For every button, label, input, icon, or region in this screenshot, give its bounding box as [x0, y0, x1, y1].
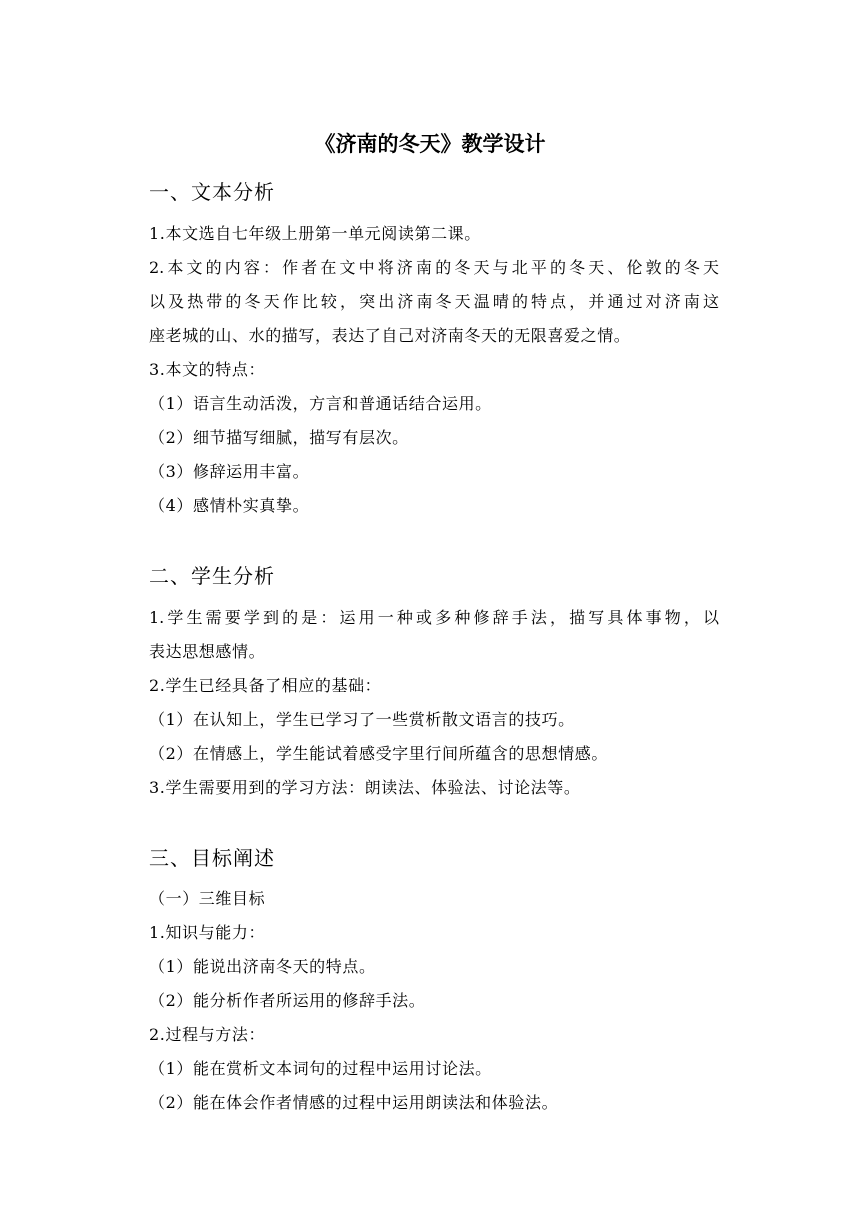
list-item: （4）感情朴实真挚。 — [149, 496, 310, 515]
paragraph-line: 1.学生需要学到的是：运用一种或多种修辞手法，描写具体事物，以 — [149, 608, 719, 627]
list-item: （1）能说出济南冬天的特点。 — [149, 957, 376, 976]
paragraph-line: 以及热带的冬天作比较，突出济南冬天温晴的特点，并通过对济南这 — [149, 292, 719, 311]
list-item: （2）能在体会作者情感的过程中运用朗读法和体验法。 — [149, 1093, 559, 1112]
paragraph-line: 座老城的山、水的描写，表达了自己对济南冬天的无限喜爱之情。 — [149, 326, 631, 345]
list-item: （1）在认知上，学生已学习了一些赏析散文语言的技巧。 — [149, 710, 575, 729]
list-item: （1）语言生动活泼，方言和普通话结合运用。 — [149, 394, 492, 413]
section-heading-student-analysis: 二、学生分析 — [149, 564, 275, 588]
document-title: 《济南的冬天》教学设计 — [314, 132, 546, 156]
list-item: （2）能分析作者所运用的修辞手法。 — [149, 991, 426, 1010]
list-item: （3）修辞运用丰富。 — [149, 462, 310, 481]
paragraph-line: 2.学生已经具备了相应的基础： — [149, 676, 382, 695]
section-heading-text-analysis: 一、文本分析 — [149, 180, 275, 204]
list-item: （1）能在赏析文本词句的过程中运用讨论法。 — [149, 1059, 492, 1078]
paragraph-line: 2.过程与方法： — [149, 1025, 266, 1044]
paragraph-line: 1.本文选自七年级上册第一单元阅读第二课。 — [149, 224, 481, 243]
subheading: （一）三维目标 — [149, 889, 266, 908]
paragraph-line: 1.知识与能力： — [149, 923, 266, 942]
paragraph-line: 2.本文的内容：作者在文中将济南的冬天与北平的冬天、伦敦的冬天 — [149, 258, 719, 277]
paragraph-line: 表达思想感情。 — [149, 642, 266, 661]
list-item: （2）在情感上，学生能试着感受字里行间所蕴含的思想情感。 — [149, 744, 608, 763]
paragraph-line: 3.本文的特点： — [149, 360, 266, 379]
section-heading-objectives: 三、目标阐述 — [149, 846, 275, 870]
list-item: （2）细节描写细腻，描写有层次。 — [149, 428, 409, 447]
paragraph-line: 3.学生需要用到的学习方法：朗读法、体验法、讨论法等。 — [149, 778, 581, 797]
